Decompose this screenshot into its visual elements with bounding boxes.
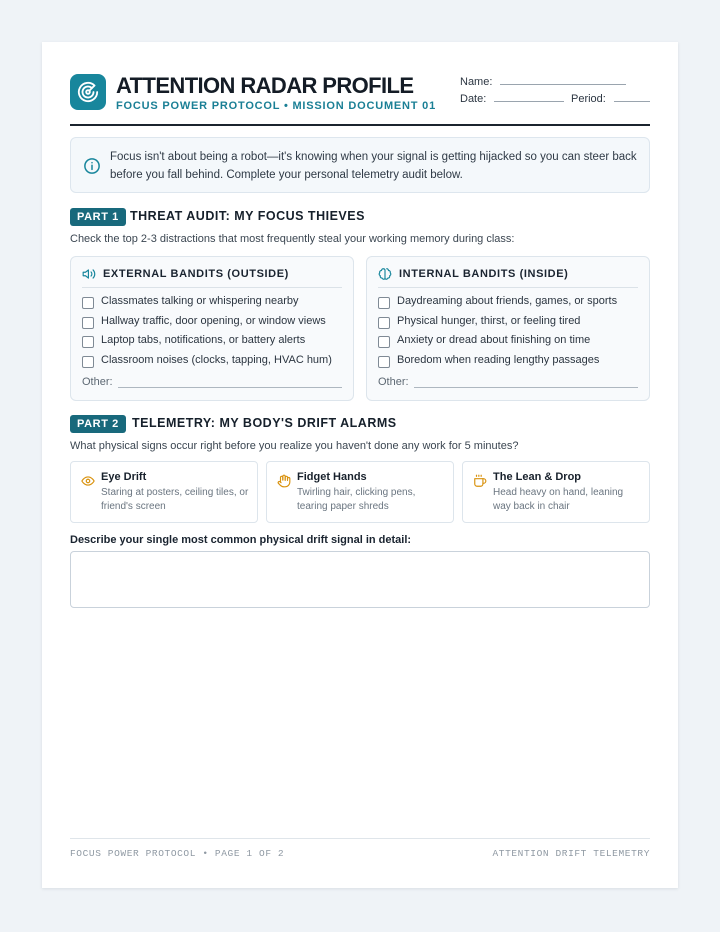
list-item[interactable] (82, 334, 342, 354)
external-bandits-panel (70, 256, 354, 401)
drift-card-eye (70, 461, 258, 523)
part2-title: TELEMETRY: MY BODY'S DRIFT ALARMS (132, 416, 397, 430)
checkbox-label: Anxiety or dread about finishing on time (397, 334, 591, 346)
checkbox[interactable] (82, 356, 94, 368)
coffee-cup-icon (473, 474, 487, 488)
card-description: Twirling hair, clicking pens, tearing paper shreds (297, 487, 416, 512)
document-header (70, 72, 650, 124)
external-bandits-title: EXTERNAL BANDITS (OUTSIDE) (103, 268, 289, 280)
checkbox-label: Daydreaming about friends, games, or sports (397, 295, 618, 307)
period-field[interactable] (614, 101, 650, 102)
drift-detail-textarea[interactable] (70, 551, 650, 608)
card-title: Fidget Hands (297, 471, 367, 483)
external-other-field[interactable] (118, 387, 342, 388)
list-item[interactable] (82, 354, 342, 374)
part2-heading (70, 415, 650, 435)
checkbox[interactable] (82, 336, 94, 348)
card-description: Staring at posters, ceiling tiles, or friend's screen (101, 487, 249, 512)
card-title: The Lean & Drop (493, 471, 582, 483)
checkbox[interactable] (378, 297, 390, 309)
checkbox-label: Laptop tabs, notifications, or battery alerts (101, 334, 306, 346)
list-item[interactable] (82, 295, 342, 315)
checkbox-label: Classmates talking or whispering nearby (101, 295, 299, 307)
checkbox[interactable] (82, 297, 94, 309)
page-subtitle: FOCUS POWER PROTOCOL • MISSION DOCUMENT 01 (116, 100, 437, 112)
list-item[interactable] (378, 295, 638, 315)
radar-icon (70, 74, 106, 110)
internal-bandits-panel (366, 256, 650, 401)
card-description: Head heavy on hand, leaning way back in chair (493, 487, 624, 512)
checkbox-label: Physical hunger, thirst, or feeling tired (397, 314, 581, 327)
footer-left: FOCUS POWER PROTOCOL • PAGE 1 OF 2 (70, 848, 285, 859)
part1-description: Check the top 2-3 distractions that most frequently steal your working memory during class: (70, 233, 515, 245)
external-checklist (82, 295, 342, 373)
eye-icon (81, 474, 95, 488)
drift-card-fidget (266, 461, 454, 523)
checkbox[interactable] (82, 317, 94, 329)
other-label: Other: (82, 376, 113, 388)
list-item[interactable] (378, 315, 638, 335)
info-icon (83, 157, 101, 175)
list-item[interactable] (82, 315, 342, 335)
other-label: Other: (378, 376, 409, 388)
checkbox-label: Classroom noises (clocks, tapping, HVAC hum) (101, 353, 332, 366)
footer-right: ATTENTION DRIFT TELEMETRY (492, 848, 650, 859)
part2-description: What physical signs occur right before you realize you haven't done any work for 5 minutes? (70, 440, 519, 452)
name-label: Name: (460, 76, 493, 88)
date-field[interactable] (494, 101, 564, 102)
checkbox[interactable] (378, 336, 390, 348)
part1-title: THREAT AUDIT: MY FOCUS THIEVES (130, 209, 365, 223)
checkbox[interactable] (378, 356, 390, 368)
intro-callout (70, 137, 650, 193)
student-info-fields (460, 76, 650, 110)
worksheet-page (42, 42, 678, 888)
intro-text: Focus isn't about being a robot—it's knowing when your signal is getting hijacked so you can steer back before you fall behind. Complete your personal telemetry audit below. (110, 151, 637, 181)
detail-prompt: Describe your single most common physical drift signal in detail: (70, 534, 412, 546)
internal-other-field[interactable] (414, 387, 638, 388)
part1-badge: PART 1 (70, 208, 126, 226)
page-title: ATTENTION RADAR PROFILE (116, 73, 414, 98)
hand-icon (277, 474, 291, 488)
header-divider (70, 124, 650, 126)
card-title: Eye Drift (101, 471, 147, 483)
list-item[interactable] (378, 354, 638, 374)
speaker-icon (82, 267, 96, 281)
name-field[interactable] (500, 84, 626, 85)
date-label: Date: (460, 93, 487, 105)
internal-bandits-title: INTERNAL BANDITS (INSIDE) (399, 268, 569, 280)
footer-divider (70, 838, 650, 839)
external-other (82, 376, 342, 390)
brain-icon (378, 267, 392, 281)
internal-checklist (378, 295, 638, 373)
drift-card-lean (462, 461, 650, 523)
internal-other (378, 376, 638, 390)
part2-badge: PART 2 (70, 415, 126, 433)
checkbox-label: Hallway traffic, door opening, or window views (101, 314, 326, 327)
period-label: Period: (571, 93, 606, 105)
part1-heading (70, 208, 650, 228)
checkbox[interactable] (378, 317, 390, 329)
checkbox-label: Boredom when reading lengthy passages (397, 353, 600, 366)
list-item[interactable] (378, 334, 638, 354)
